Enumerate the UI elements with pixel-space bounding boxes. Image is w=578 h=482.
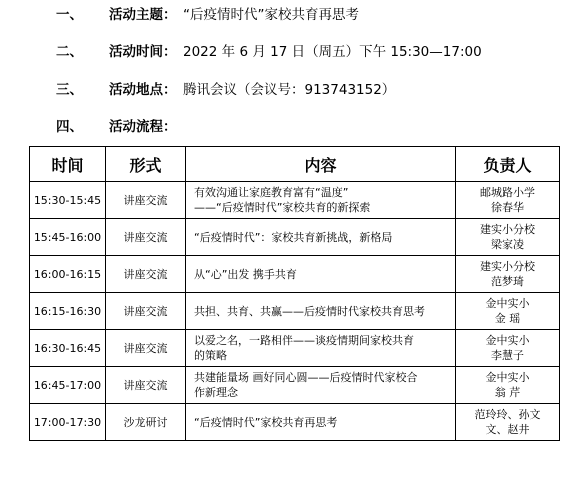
- owner-cell: 金中实小 李慧子: [456, 330, 560, 367]
- table-row: [30, 330, 560, 367]
- owner-cell: 金中实小 金 瑶: [456, 293, 560, 330]
- table-row: [30, 293, 560, 330]
- location-value: 腾讯会议（会议号：913743152）: [183, 82, 396, 98]
- content-cell: 共建能量场 画好同心圆——后疫情时代家校合 作新理念: [186, 367, 456, 404]
- table-header-row: [30, 147, 560, 182]
- location-label: 活动地点：: [109, 82, 177, 98]
- content-cell: “后疫情时代”家校共育再思考: [186, 404, 456, 441]
- content-cell: 共担、共育、共赢——后疫情时代家校共育思考: [186, 293, 456, 330]
- column-header-format: 形式: [106, 147, 186, 182]
- section-number: 四、: [56, 119, 83, 135]
- owner-cell: 金中实小 翁 芹: [456, 367, 560, 404]
- format-cell: 讲座交流: [106, 367, 186, 404]
- column-header-content: 内容: [186, 147, 456, 182]
- format-cell: 讲座交流: [106, 219, 186, 256]
- theme-value: “后疫情时代”家校共育再思考: [183, 7, 359, 23]
- content-cell: “后疫情时代”：家校共育新挑战，新格局: [186, 219, 456, 256]
- time-cell: 15:30-15:45: [30, 182, 106, 219]
- schedule-table: [29, 146, 560, 441]
- table-row: [30, 182, 560, 219]
- owner-cell: 建实小分校 梁家凌: [456, 219, 560, 256]
- time-cell: 17:00-17:30: [30, 404, 106, 441]
- column-header-owner: 负责人: [456, 147, 560, 182]
- format-cell: 沙龙研讨: [106, 404, 186, 441]
- time-label: 活动时间：: [109, 44, 177, 60]
- time-cell: 16:00-16:15: [30, 256, 106, 293]
- owner-cell: 建实小分校 范梦琦: [456, 256, 560, 293]
- owner-cell: 邮城路小学 徐春华: [456, 182, 560, 219]
- format-cell: 讲座交流: [106, 293, 186, 330]
- format-cell: 讲座交流: [106, 182, 186, 219]
- time-cell: 15:45-16:00: [30, 219, 106, 256]
- theme-label: 活动主题：: [109, 7, 177, 23]
- format-cell: 讲座交流: [106, 256, 186, 293]
- content-cell: 以爱之名，一路相伴——谈疫情期间家校共育 的策略: [186, 330, 456, 367]
- time-cell: 16:15-16:30: [30, 293, 106, 330]
- section-number: 一、: [56, 7, 83, 23]
- table-row: [30, 404, 560, 441]
- content-cell: 有效沟通让家庭教育富有“温度” ——“后疫情时代”家校共育的新探索: [186, 182, 456, 219]
- column-header-time: 时间: [30, 147, 106, 182]
- time-value: 2022 年 6 月 17 日（周五）下午 15:30—17:00: [183, 44, 482, 60]
- table-row: [30, 219, 560, 256]
- content-cell: 从“心”出发 携手共育: [186, 256, 456, 293]
- time-cell: 16:30-16:45: [30, 330, 106, 367]
- time-cell: 16:45-17:00: [30, 367, 106, 404]
- process-label: 活动流程：: [109, 119, 177, 135]
- table-row: [30, 256, 560, 293]
- format-cell: 讲座交流: [106, 330, 186, 367]
- section-number: 二、: [56, 44, 83, 60]
- owner-cell: 范玲玲、孙文 文、赵井: [456, 404, 560, 441]
- section-number: 三、: [56, 82, 83, 98]
- table-row: [30, 367, 560, 404]
